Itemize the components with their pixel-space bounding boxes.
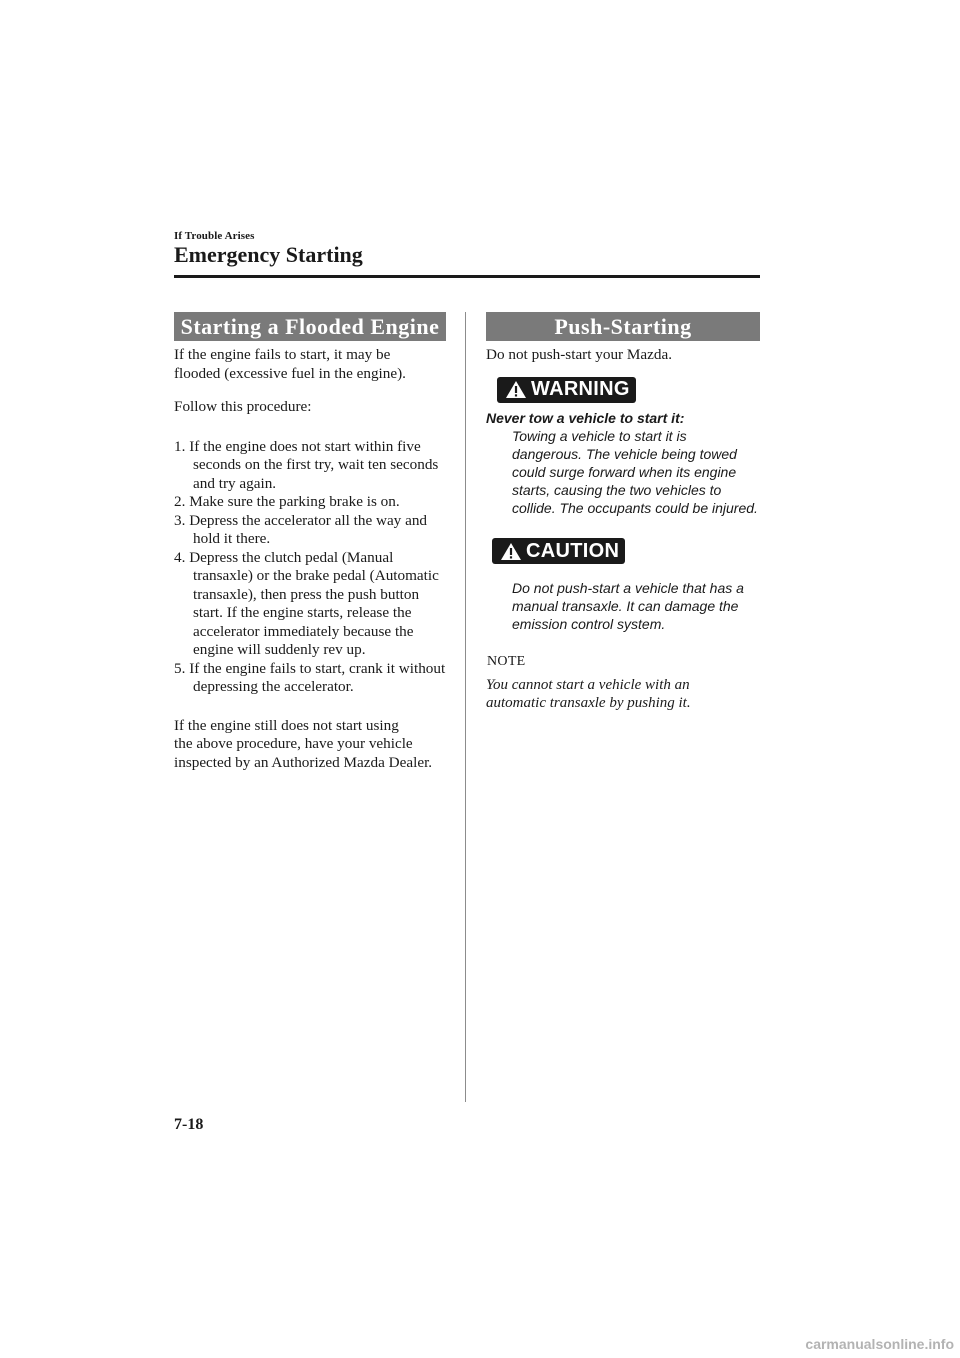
procedure-label: Follow this procedure: — [174, 398, 312, 415]
note-body — [486, 676, 760, 713]
watermark: carmanualsonline.info — [805, 1336, 954, 1352]
column-divider — [465, 312, 466, 1102]
closing-line: If the engine still does not start using — [174, 716, 399, 734]
caution-line: manual transaxle. It can damage the — [512, 597, 739, 614]
caution-badge — [492, 538, 625, 564]
section-label: If Trouble Arises — [174, 230, 255, 242]
procedure-step: 3. Depress the accelerator all the way and hold it there. — [174, 511, 428, 547]
intro-line: flooded (excessive fuel in the engine). — [174, 364, 406, 382]
procedure-step: 4. Depress the clutch pedal (Manual transaxle) or the brake pedal (Automatic transaxle), then press the push button start. If the engine starts, release the accelerator immediately because the engine will suddenly rev up. — [174, 548, 439, 658]
warning-title: Never tow a vehicle to start it: — [486, 410, 685, 426]
note-line: You cannot start a vehicle with an — [486, 676, 690, 693]
flooded-closing — [174, 717, 446, 773]
alert-triangle-icon — [505, 380, 527, 399]
caution-body — [512, 579, 760, 633]
caution-line: emission control system. — [512, 615, 666, 632]
warning-line: Towing a vehicle to start it is — [512, 428, 687, 444]
note-label: NOTE — [487, 653, 526, 669]
note-line: automatic transaxle by pushing it. — [486, 695, 691, 711]
warning-block — [486, 409, 760, 517]
caution-badge-wrap — [492, 538, 760, 566]
warning-badge — [497, 377, 636, 403]
intro-line: If the engine fails to start, it may be — [174, 346, 391, 363]
flooded-engine-heading: Starting a Flooded Engine — [174, 312, 446, 341]
warning-line: dangerous. The vehicle being towed — [512, 446, 737, 462]
push-starting-heading: Push-Starting — [486, 312, 760, 341]
warning-label: WARNING — [531, 378, 630, 400]
flooded-intro — [174, 346, 446, 383]
warning-body — [512, 427, 760, 517]
warning-badge-wrap — [497, 377, 760, 405]
push-start-intro: Do not push-start your Mazda. — [486, 346, 673, 363]
procedure-steps — [174, 438, 446, 697]
title-rule — [174, 275, 760, 278]
warning-line: collide. The occupants could be injured. — [512, 500, 758, 516]
left-column — [174, 312, 446, 772]
caution-line: Do not push-start a vehicle that has a — [512, 579, 744, 596]
procedure-step: 2. Make sure the parking brake is on. — [174, 493, 400, 510]
procedure-step: 1. If the engine does not start within five seconds on the first try, wait ten seconds and try again. — [174, 437, 439, 492]
warning-line: starts, causing the two vehicles to — [512, 482, 722, 498]
right-column — [486, 312, 760, 713]
warning-line: could surge forward when its engine — [512, 464, 737, 480]
closing-line: inspected by an Authorized Mazda Dealer. — [174, 753, 433, 771]
alert-triangle-icon — [500, 542, 522, 561]
page-title: Emergency Starting — [174, 242, 363, 267]
closing-line: the above procedure, have your vehicle — [174, 735, 413, 752]
page-number: 7-18 — [174, 1116, 204, 1133]
caution-label: CAUTION — [526, 539, 620, 562]
procedure-step: 5. If the engine fails to start, crank it without depressing the accelerator. — [174, 659, 446, 695]
